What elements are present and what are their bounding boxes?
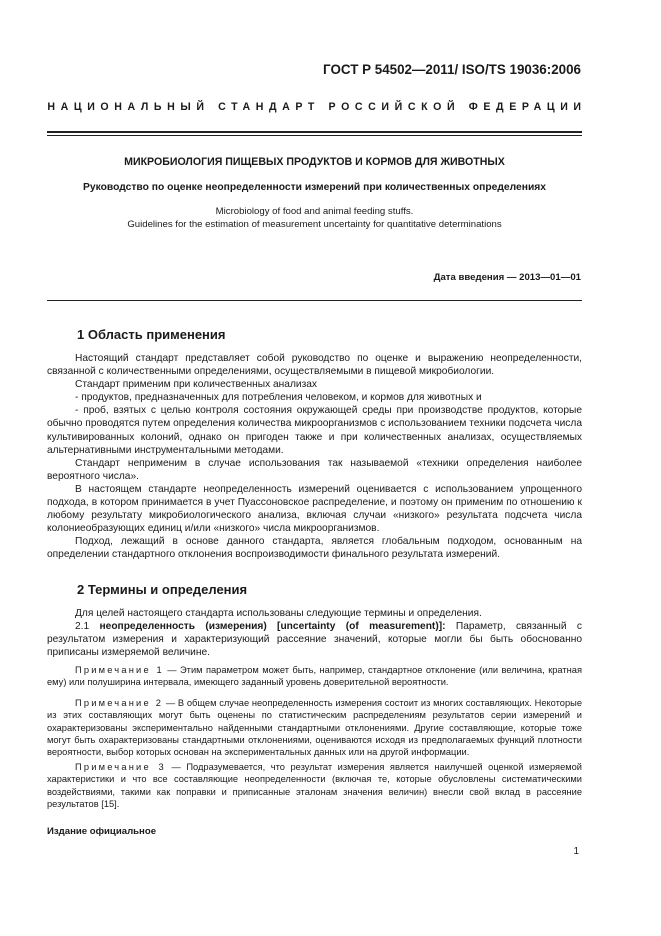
paragraph: В настоящем стандарте неопределенность измерений оценивается с использованием упрощенного подхода, в котором принимается в учет Пуассоновское распределение, и поэтому он применим по отношению к любому результату микробиологического анализа, включая случаи «низкого» результата подсчета числа колониеобразующих единиц и/или «низкого» числа микроорганизмов. <box>47 483 582 535</box>
page-number: 1 <box>573 846 579 857</box>
section-2-body <box>47 607 582 659</box>
document-subtitle: Руководство по оценке неопределенности измерений при количественных определениях <box>82 182 547 193</box>
paragraph: Для целей настоящего стандарта использованы следующие термины и определения. <box>75 608 482 619</box>
term-text: Параметр, связанный с результатом измерения и характеризующий рассеяние значений, которые могли бы быть обоснованно приписаны измеряемой величине. <box>47 621 582 659</box>
official-edition-label: Издание официальное <box>47 826 157 837</box>
national-standard-banner: НАЦИОНАЛЬНЫЙ СТАНДАРТ РОССИЙСКОЙ ФЕДЕРАЦИИ <box>47 101 587 113</box>
header-rule-thick <box>47 131 582 133</box>
header-rule-thin <box>47 135 582 136</box>
english-title-line1: Microbiology of food and animal feeding stuffs. <box>215 206 414 217</box>
introduction-date: Дата введения — 2013—01—01 <box>433 272 581 283</box>
section-1-heading: 1 Область применения <box>77 327 226 342</box>
list-item: - проб, взятых с целью контроля состояния окружающей среды при производстве продуктов, которые обычно проводятся путем определения количества микроорганизмов с использованием техники подсчета числа культивированных колоний, однако он пригоден также и при количественных анализах, осуществляемых альтернативными инструментальными методами. <box>47 405 582 456</box>
section-1-body <box>47 352 582 562</box>
note-text: — Подразумевается, что результат измерения является наилучшей оценкой измеряемой характеристики и что все составляющие неопределенности (включая те, которые обусловлены систематическими воздействиями, такими как поправки и приписанные эталонам значения величин) внесли свой вклад в рассеяние результатов [15]. <box>47 762 582 809</box>
english-title <box>47 206 582 231</box>
standard-code: ГОСТ Р 54502—2011/ ISO/TS 19036:2006 <box>323 62 581 77</box>
list-item: - продуктов, предназначенных для потребления человеком, и кормов для животных и <box>75 392 482 404</box>
note-2 <box>47 697 582 758</box>
note-label: Примечание 3 <box>75 762 166 772</box>
date-rule <box>47 300 582 301</box>
english-title-line2: Guidelines for the estimation of measurement uncertainty for quantitative determinations <box>127 218 502 230</box>
section-2-heading: 2 Термины и определения <box>77 582 248 597</box>
document-title: МИКРОБИОЛОГИЯ ПИЩЕВЫХ ПРОДУКТОВ И КОРМОВ ДЛЯ ЖИВОТНЫХ <box>124 156 505 168</box>
term-name: неопределенность (измерения) [uncertainty (of measurement)]: <box>99 621 446 633</box>
note-1 <box>47 664 582 689</box>
paragraph: Подход, лежащий в основе данного стандарта, является глобальным подходом, основанным на определении стандартного отклонения воспроизводимости финального результата измерений. <box>47 536 582 561</box>
paragraph: Настоящий стандарт представляет собой руководство по оценке и выражению неопределенности, связанной с количественными определениями, осуществляемыми в пищевой микробиологии. <box>47 353 582 378</box>
term-definition <box>47 620 582 659</box>
paragraph: Стандарт применим при количественных анализах <box>75 379 318 391</box>
note-label: Примечание 2 <box>75 698 164 708</box>
note-label: Примечание 1 <box>75 665 164 675</box>
note-text: — В общем случае неопределенность измерения состоит из многих составляющих. Некоторые из этих составляющих могут быть оценены по статистическим распределениям результатов серии измерений и охарактеризованы экспериментально найденными стандартными отклонениями. Другие составляющие, которые тоже могут быть охарактеризованы стандартными отклонениями, оцениваются исходя из предполагаемых функций плотности вероятности, выбор которых основан на экспериментальных данных или на другой информации. <box>47 698 583 758</box>
note-3 <box>47 761 582 810</box>
note-text: — Этим параметром может быть, например, стандартное отклонение (или величина, кратная ему) или полуширина интервала, имеющего заданный уровень доверительной вероятности. <box>47 665 583 688</box>
term-number: 2.1 <box>75 621 100 633</box>
paragraph: Стандарт неприменим в случае использования так называемой «техники определения наиболее вероятного числа». <box>47 457 582 482</box>
